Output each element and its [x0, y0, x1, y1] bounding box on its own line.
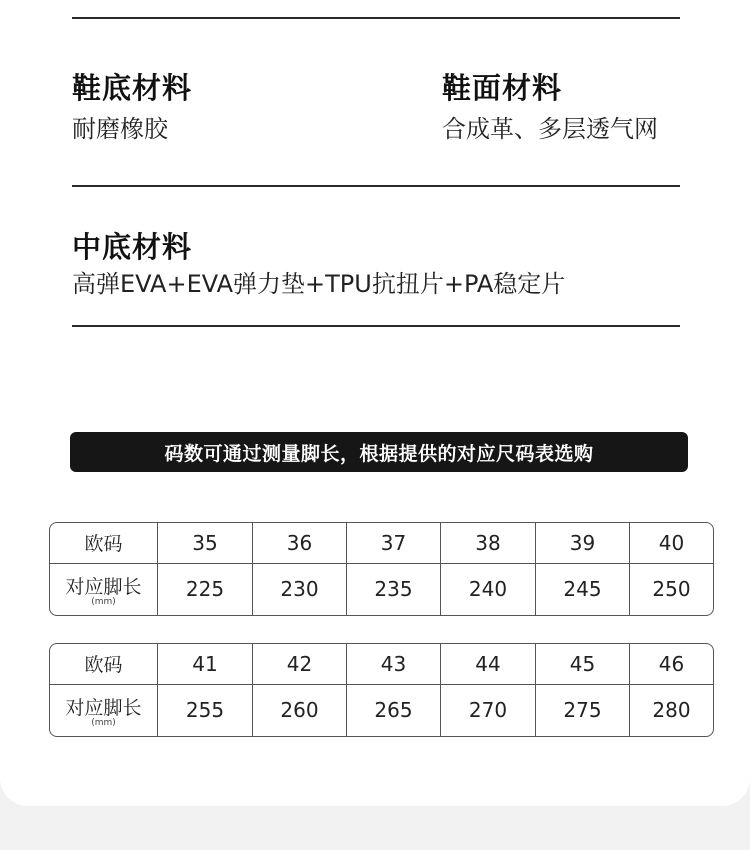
- length-cell: 260: [253, 685, 347, 736]
- size-cell: 45: [536, 644, 630, 685]
- length-cell: 255: [158, 685, 253, 736]
- foot-length-header: [50, 685, 158, 736]
- table-row: [50, 644, 713, 685]
- size-chart-table: [49, 522, 714, 616]
- sole-material-value: 耐磨橡胶: [72, 115, 168, 143]
- size-cell: 39: [536, 523, 630, 564]
- table-row: [50, 523, 713, 564]
- size-cell: 37: [347, 523, 441, 564]
- length-cell: 230: [253, 564, 347, 615]
- divider: [72, 325, 680, 327]
- size-cell: 43: [347, 644, 441, 685]
- foot-length-label: 对应脚长: [65, 696, 142, 719]
- size-cell: 46: [630, 644, 713, 685]
- length-cell: 245: [536, 564, 630, 615]
- upper-material-value: 合成革、多层透气网: [442, 115, 658, 143]
- unit-label: (mm): [91, 717, 116, 728]
- size-cell: 44: [441, 644, 536, 685]
- table-row: [50, 685, 713, 736]
- midsole-material-title: 中底材料: [72, 230, 193, 264]
- length-cell: 250: [652, 577, 691, 602]
- sole-material-title: 鞋底材料: [72, 71, 193, 105]
- length-cell: 280: [652, 698, 691, 723]
- size-guide-banner: 码数可通过测量脚长，根据提供的对应尺码表选购: [70, 432, 688, 472]
- divider: [72, 185, 680, 187]
- table-row: [50, 564, 713, 615]
- size-cell: 41: [158, 644, 253, 685]
- unit-label: (mm): [91, 596, 116, 607]
- foot-length-header: [50, 564, 158, 615]
- eu-size-header: 欧码: [50, 523, 158, 564]
- size-cell: 40: [630, 523, 713, 564]
- midsole-material-value: 高弹EVA+EVA弹力垫+TPU抗扭片+PA稳定片: [72, 270, 566, 298]
- size-chart-table: [49, 643, 714, 737]
- size-cell: 38: [441, 523, 536, 564]
- length-cell: 235: [347, 564, 441, 615]
- length-cell: 275: [536, 685, 630, 736]
- eu-size-header: 欧码: [50, 644, 158, 685]
- size-cell: 36: [253, 523, 347, 564]
- divider: [72, 17, 680, 19]
- length-cell: 225: [158, 564, 253, 615]
- length-cell: 240: [441, 564, 536, 615]
- upper-material-title: 鞋面材料: [442, 71, 563, 105]
- foot-length-label: 对应脚长: [65, 575, 142, 598]
- size-cell: 42: [253, 644, 347, 685]
- size-cell: 35: [158, 523, 253, 564]
- length-cell: 270: [441, 685, 536, 736]
- length-cell: 265: [347, 685, 441, 736]
